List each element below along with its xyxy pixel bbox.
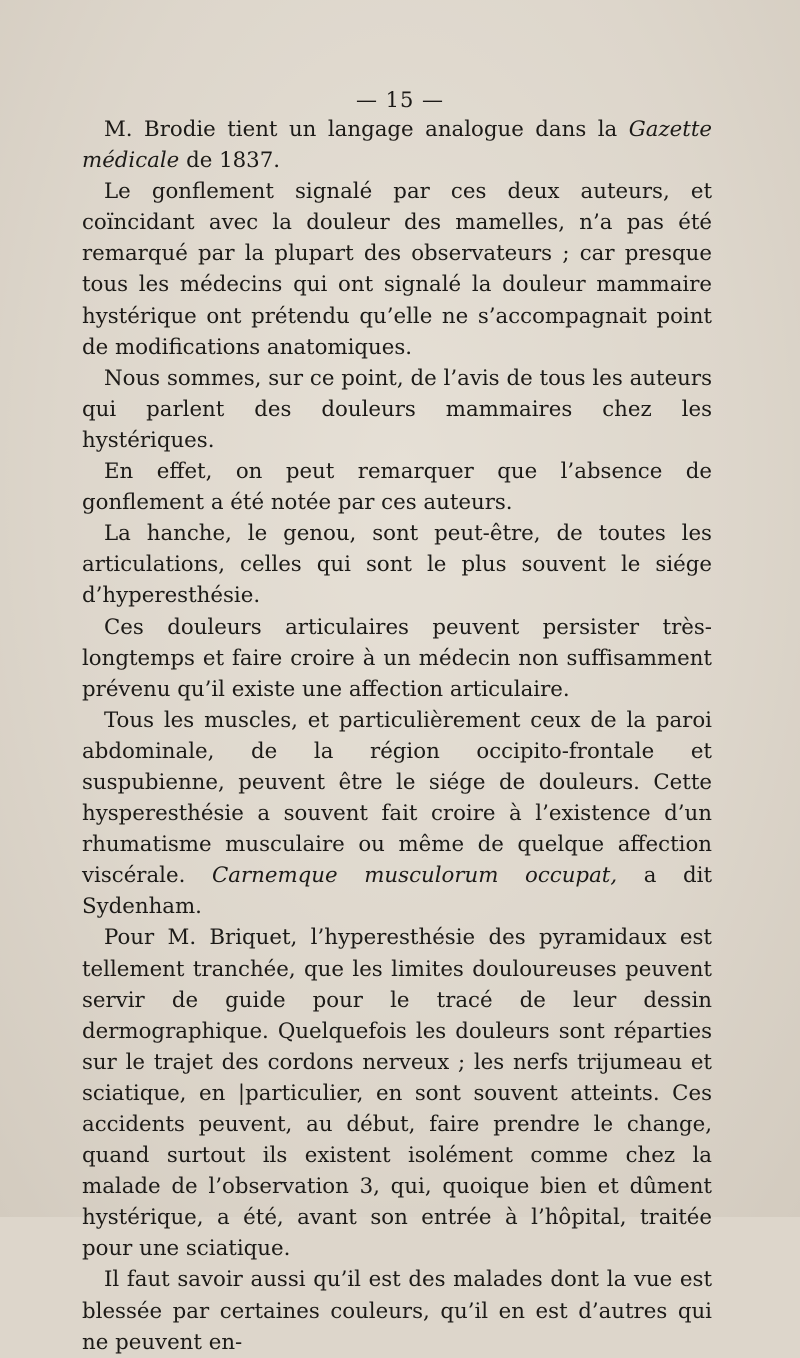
paragraph-7-text: Tous les muscles, et particulièrement ceux de la paroi abdominale, de la région occipito-frontale et suspubienne, peuvent être le siége de douleurs. Cette hysperesthésie a souvent fait croire à l’existence d’un rhumatisme musculaire ou même de quelque affection viscérale. <box>82 707 712 889</box>
paragraph-7 <box>82 705 712 923</box>
paragraph-6: Ces douleurs articulaires peuvent persister très-longtemps et faire croire à un médecin non suffisamment prévenu qu’il existe une affection articulaire. <box>82 614 712 702</box>
paragraph-1 <box>82 114 712 176</box>
paragraph-1-text: M. Brodie tient un langage analogue dans la <box>104 117 629 142</box>
paragraph-3: Nous sommes, sur ce point, de l’avis de tous les auteurs qui parlent des douleurs mammaires chez les hystériques. <box>82 365 712 453</box>
paragraph-8: Pour M. Briquet, l’hyperesthésie des pyramidaux est tellement tranchée, que les limites douloureuses peuvent servir de guide pour le tracé de leur dessin dermographique. Quelquefois les douleurs sont réparties sur le trajet des cordons nerveux ; les nerfs trijumeau et sciatique, en |particulier, en sont souvent atteints. Ces accidents peuvent, au début, faire prendre le change, quand surtout ils existent isolément comme chez la malade de l’observation 3, qui, quoique bien et dûment hystérique, a été, avant son entrée à l’hôpital, traitée pour une sciatique. <box>82 925 712 1262</box>
paragraph-5: La hanche, le genou, sont peut-être, de toutes les articulations, celles qui sont le plus souvent le siége d’hyperesthésie. <box>82 521 712 609</box>
paragraph-1-text-end: de 1837. <box>179 148 281 174</box>
paragraph-2: Le gonflement signalé par ces deux auteurs, et coïncidant avec la douleur des mamelles, n’a pas été remarqué par la plupart des observateurs ; car presque tous les médecins qui ont signalé la douleur mammaire hystérique ont prétendu qu’elle ne s’accompagnait point de modifications anatomiques. <box>82 179 712 360</box>
paragraph-4: En effet, on peut remarquer que l’absence de gonflement a été notée par ces auteurs. <box>82 459 712 516</box>
paragraph-7-text-end: a dit Sydenham. <box>82 863 713 920</box>
page-number: — 15 — <box>355 88 445 112</box>
paragraph-9: Il faut savoir aussi qu’il est des malades dont la vue est blessée par certaines couleurs, qu’il en est d’autres qui ne peuvent en- <box>82 1267 712 1355</box>
paragraph-7-italic: Carnemque musculorum occupat, <box>211 863 618 889</box>
body-text <box>82 114 712 1358</box>
paragraph-1-italic: Gazette médicale <box>82 117 712 174</box>
